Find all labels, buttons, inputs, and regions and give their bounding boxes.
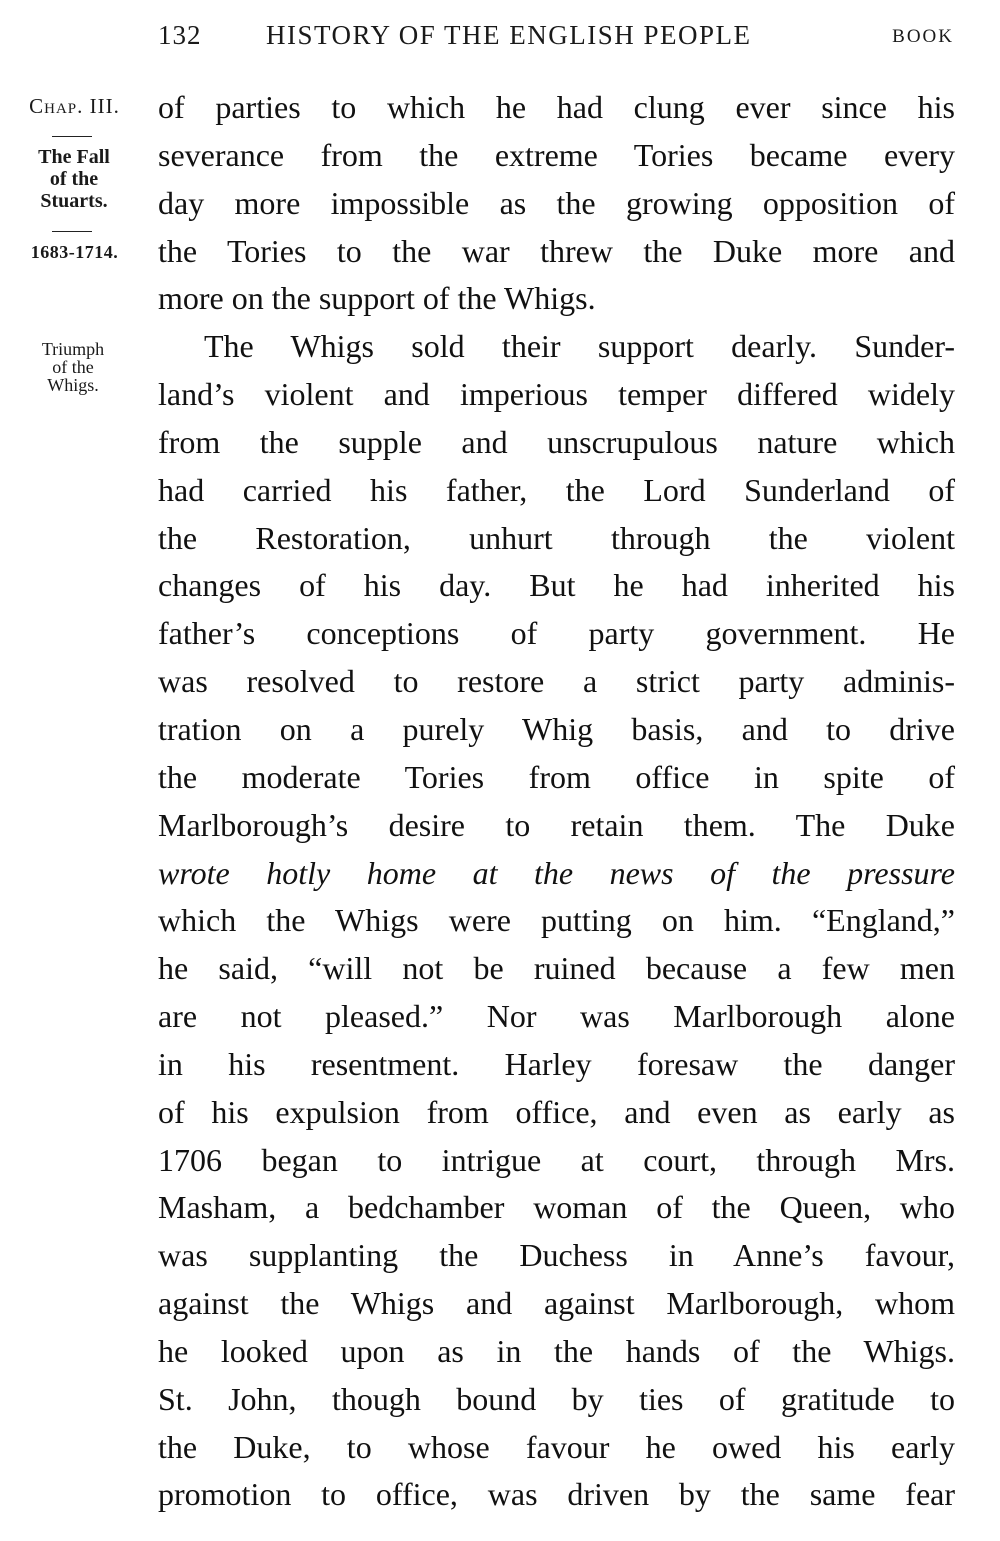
side-note-line: of the	[52, 357, 94, 377]
text-line-italic: wrote hotly home at the news of the pressure	[158, 854, 955, 891]
margin-rule-bottom	[52, 231, 92, 232]
text-line: had carried his father, the Lord Sunderland of	[158, 471, 955, 508]
text-line: father’s conceptions of party government. He	[158, 615, 955, 652]
text-line: The Whigs sold their support dearly. Sunder-	[204, 328, 955, 365]
chapter-label	[12, 94, 137, 119]
text-line: the moderate Tories from office in spite of	[158, 758, 955, 795]
text-line: Masham, a bedchamber woman of the Queen, who	[158, 1189, 955, 1226]
body-text	[158, 84, 955, 1519]
text-line: more on the support of the Whigs.	[158, 280, 596, 317]
side-note-line: Triumph	[41, 339, 105, 359]
section-title-line: of the	[49, 168, 99, 190]
text-line: tration on a purely Whig basis, and to drive	[158, 710, 955, 747]
text-line: changes of his day. But he had inherited his	[158, 567, 955, 604]
text-line: 1706 began to intrigue at court, through Mrs.	[158, 1141, 955, 1178]
text-line: are not pleased.” Nor was Marlborough alone	[158, 998, 955, 1035]
text-line: was resolved to restore a strict party adminis-	[158, 663, 955, 700]
text-line: day more impossible as the growing opposition of	[158, 184, 955, 221]
text-line: he looked upon as in the hands of the Whigs.	[158, 1332, 955, 1369]
book-label: BOOK	[892, 26, 954, 47]
running-header	[158, 14, 958, 58]
page-number: 132	[158, 20, 202, 50]
text-line: of parties to which he had clung ever since his	[158, 89, 955, 125]
text-line: land’s violent and imperious temper differed widely	[158, 376, 955, 413]
text-line: from the supple and unscrupulous nature which	[158, 423, 955, 460]
side-note-line: Whigs.	[47, 375, 99, 395]
section-title-line: The Fall	[38, 146, 110, 168]
text-line: of his expulsion from office, and even as early as	[158, 1093, 955, 1130]
section-title	[14, 146, 134, 212]
text-line: he said, “will not be ruined because a few men	[158, 950, 955, 987]
text-line: promotion to office, was driven by the same fear	[158, 1476, 955, 1513]
running-title: HISTORY OF THE ENGLISH PEOPLE	[266, 20, 752, 50]
text-line: the Duke, to whose favour he owed his early	[158, 1428, 955, 1465]
chapter-text: Chap. III.	[29, 94, 120, 118]
side-note	[18, 340, 128, 394]
date-range: 1683-1714.	[30, 242, 119, 262]
text-line: the Restoration, unhurt through the violent	[158, 519, 955, 556]
text-line: Marlborough’s desire to retain them. The Duke	[158, 806, 955, 843]
text-line: was supplanting the Duchess in Anne’s favour,	[158, 1237, 955, 1274]
text-line: in his resentment. Harley foresaw the danger	[158, 1045, 955, 1082]
section-title-line: Stuarts.	[40, 190, 108, 212]
text-line: which the Whigs were putting on him. “England,”	[158, 902, 955, 939]
text-line: the Tories to the war threw the Duke more and	[158, 232, 955, 269]
text-line: against the Whigs and against Marlborough, whom	[158, 1285, 955, 1322]
text-line: St. John, though bound by ties of gratitude to	[158, 1380, 955, 1417]
margin-rule-top	[52, 136, 92, 137]
text-line: severance from the extreme Tories became every	[158, 136, 955, 173]
